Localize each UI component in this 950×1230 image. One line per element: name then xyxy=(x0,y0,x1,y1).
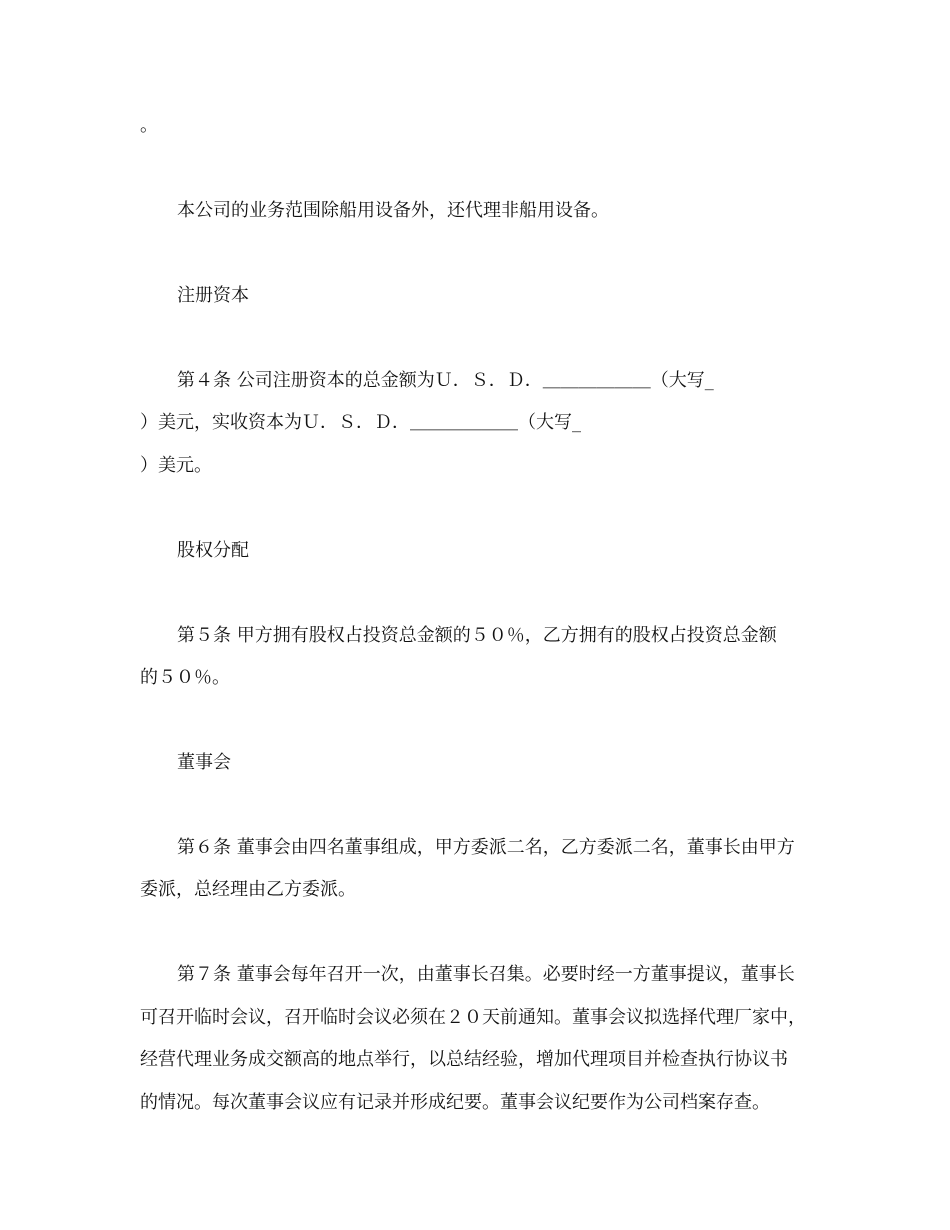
article-5-line-2: 的５０％。 xyxy=(140,667,230,688)
article-4-line-3: ）美元。 xyxy=(140,455,212,476)
heading-equity: 股权分配 xyxy=(177,540,249,561)
article-5-line-1: 第５条 甲方拥有股权占投资总金额的５０％，乙方拥有的股权占投资总金额 xyxy=(177,625,777,646)
article-4-line-1: 第４条 公司注册资本的总金额为Ｕ．Ｓ．Ｄ．＿＿＿＿＿＿（大写_ xyxy=(177,370,714,391)
article-7-line-2: 可召开临时会议，召开临时会议必须在２０天前通知。董事会议拟选择代理厂家中， xyxy=(140,1007,806,1028)
text-line: 。 xyxy=(140,115,158,136)
article-7-line-4: 的情况。每次董事会议应有记录并形成纪要。董事会议纪要作为公司档案存查。 xyxy=(140,1092,770,1113)
article-6-line-1: 第６条 董事会由四名董事组成，甲方委派二名，乙方委派二名，董事长由甲方 xyxy=(177,837,795,858)
article-6-line-2: 委派，总经理由乙方委派。 xyxy=(140,879,356,900)
article-7-line-3: 经营代理业务成交额高的地点举行，以总结经验，增加代理项目并检查执行协议书 xyxy=(140,1049,788,1070)
heading-registered-capital: 注册资本 xyxy=(177,285,249,306)
heading-board: 董事会 xyxy=(177,752,231,773)
paragraph-scope: 本公司的业务范围除船用设备外，还代理非船用设备。 xyxy=(177,200,609,221)
article-4-line-2: ）美元，实收资本为Ｕ．Ｓ．Ｄ．＿＿＿＿＿＿（大写_ xyxy=(140,412,581,433)
article-7-line-1: 第７条 董事会每年召开一次，由董事长召集。必要时经一方董事提议，董事长 xyxy=(177,964,795,985)
